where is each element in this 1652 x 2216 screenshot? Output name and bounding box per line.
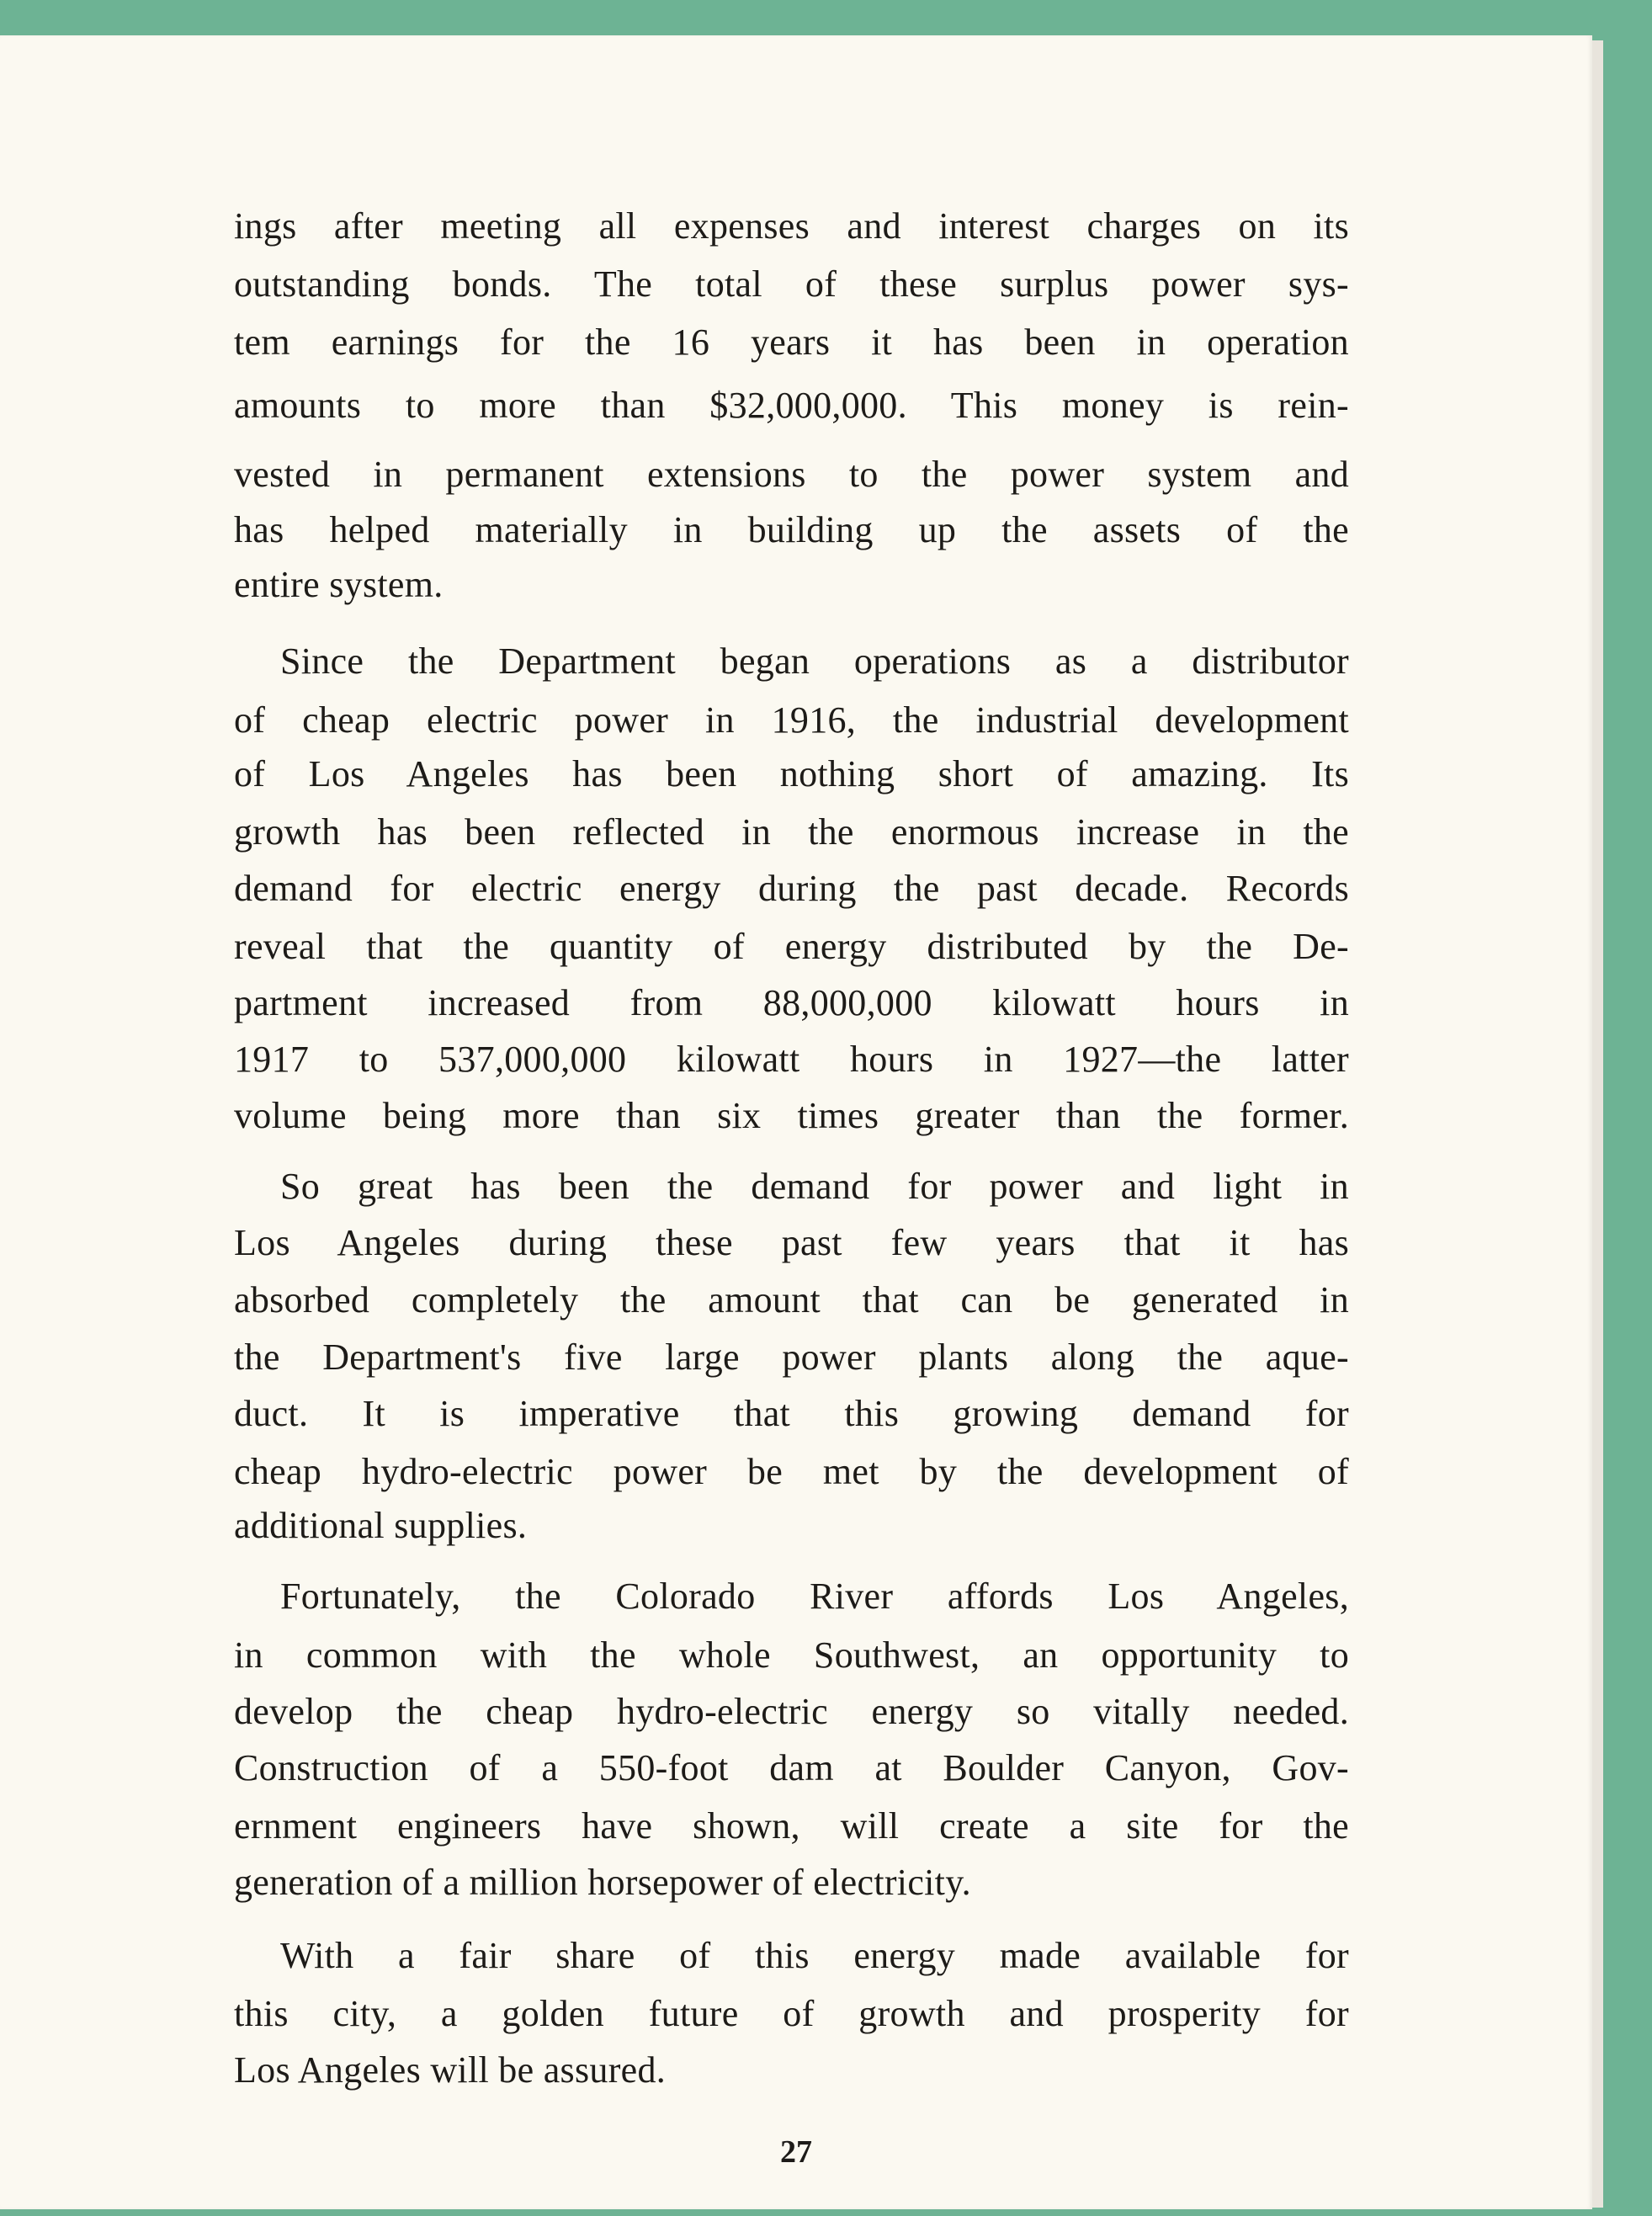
document-page [0,35,1592,2209]
text-line: this city, a golden future of growth and prosperity for [234,1993,1349,2034]
text-line: the Department's five large power plants along the aque- [234,1337,1349,1378]
text-line: amounts to more than $32,000,000. This money is rein- [234,385,1349,426]
text-line: 1917 to 537,000,000 kilowatt hours in 1927—the latter [234,1039,1349,1080]
text-line: Construction of a 550-foot dam at Boulder Canyon, Gov- [234,1747,1349,1788]
paragraph-first-line: With a fair share of this energy made available for [280,1935,1349,1976]
text-line: Los Angeles during these past few years that it has [234,1222,1349,1263]
text-line: additional supplies. [234,1505,528,1546]
text-line: reveal that the quantity of energy distributed by the De- [234,926,1349,967]
text-line: cheap hydro-electric power be met by the development of [234,1451,1349,1492]
text-line: ings after meeting all expenses and interest charges on its [234,205,1349,247]
text-line: Los Angeles will be assured. [234,2049,667,2091]
text-line: entire system. [234,564,444,605]
paragraph-first-line: Fortunately, the Colorado River affords Los Angeles, [280,1576,1349,1617]
text-line: demand for electric energy during the past decade. Records [234,868,1349,909]
text-line: outstanding bonds. The total of these surplus power sys- [234,263,1349,305]
page-number: 27 [780,2134,812,2170]
text-line: duct. It is imperative that this growing demand for [234,1393,1349,1434]
text-line: generation of a million horsepower of electricity. [234,1862,971,1903]
text-line: growth has been reflected in the enormous increase in the [234,811,1349,853]
text-line: volume being more than six times greater than the former. [234,1095,1349,1136]
text-line: ernment engineers have shown, will create a site for the [234,1805,1349,1847]
text-line: partment increased from 88,000,000 kilowatt hours in [234,982,1349,1023]
text-line: absorbed completely the amount that can be generated in [234,1279,1349,1321]
text-line: in common with the whole Southwest, an opportunity to [234,1634,1349,1676]
paragraph-first-line: Since the Department began operations as a distributor [280,640,1349,682]
text-line: develop the cheap hydro-electric energy so vitally needed. [234,1691,1349,1732]
text-line: of cheap electric power in 1916, the industrial development [234,699,1349,741]
paragraph-first-line: So great has been the demand for power and light in [280,1166,1349,1207]
text-line: vested in permanent extensions to the power system and [234,454,1349,495]
text-line: of Los Angeles has been nothing short of amazing. Its [234,753,1349,794]
text-line: tem earnings for the 16 years it has been in operation [234,322,1349,363]
text-line: has helped materially in building up the assets of the [234,509,1349,550]
